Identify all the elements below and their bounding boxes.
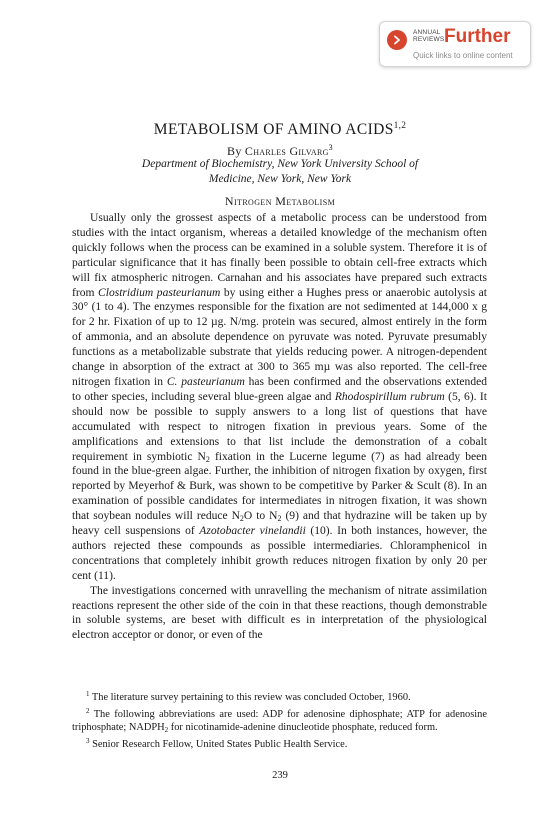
article-title-text: METABOLISM OF AMINO ACIDS [153,121,394,138]
subscript-2: 2 [205,454,210,464]
footnote-1 [72,688,487,705]
p1-species-c-pasteurianum: C. pasteurianum [166,375,245,388]
footnote-3-mark: 3 [86,736,90,745]
p1-species-clostridium: Clostridium pasteurianum [98,286,221,299]
footnote-3-text: Senior Research Fellow, United States Public Health Service. [89,738,348,750]
badge-line2: REVIEWS [413,36,445,43]
footnotes [72,688,487,751]
subscript-2: 2 [277,514,282,524]
footnote-2-text-a: The following abbreviations are used: ADP for adenosine diphosphate; ATP for adenosine triphosphate; NADPH [72,708,487,734]
p1-species-azotobacter: Azotobacter vinelandii [199,525,306,538]
badge-circle [387,30,407,50]
p1-text-h: fixation in the Lucerne legume (7) as had already been found in the blue-green algae. Further, the inhibition of nitrogen fixation by oxygen, first reported by Meyerhof & Burk, was shown to be competitive by Parker & Scult (8). In an examination of possible candidates for intermediates in nitrogen fixation, it was shown that soybean nodules will reduce N [72,450,487,523]
p1-text-l: (10). In both instances, however, the authors rejected these compounds as possible intermediaries. Chloramphenicol in concentrations that completely inhibit growth reduces nitrogen fixation by only 20 per cent (11). [72,525,487,582]
footnote-3 [72,735,487,752]
p1-text-a: Usually only the grossest aspects of a metabolic process can be understood from studies with the intact organism, whereas a detailed knowledge of the mechanism often quickly follows when the process can be examined in a soluble system. Therefore it is of particular significance that it has finally been possible to obtain cell-free extracts which will fix atmospheric nitrogen. Carnahan and his associates have prepared such extracts from [72,212,487,299]
p1-text-j: (9) and that hydrazine will be taken up by heavy cell suspensions of [72,510,488,538]
p1-text-e: has been confirmed and the observations extended to other species, including several blue-green algae and [72,375,488,403]
footnote-2 [72,705,487,735]
author-name: Charles Gilvarg [244,144,329,158]
footnote-1-text: The literature survey pertaining to this review was concluded October, 1960. [89,692,411,703]
p1-text-i: O to N [243,510,278,523]
footnote-1-mark: 1 [86,690,90,698]
affiliation-line-1: Department of Biochemistry, New York University School of [141,158,419,170]
subscript-2: 2 [164,726,169,735]
p1-text-g: (5, 6). It should now be possible to supply answers to a long list of questions that have accumulated with respect to nitrogen fixation in previous years. Some of the amplifications and extensions to that list include the demonstration of a cobalt requirement in symbiotic N [72,390,487,463]
author-prefix: By [227,144,245,158]
affiliation [100,157,460,187]
section-heading: Nitrogen Metabolism [224,194,336,208]
chevron-right-icon [392,35,402,45]
author-footnote-mark: 3 [328,143,333,152]
badge-tagline: Quick links to online content [413,51,513,60]
p1-text-c: by using either a Hughes press or anaerobic autolysis at 30° (1 to 4). The enzymes responsible for the fixation are not sedimented at 144,000 x g for 2 hr. Fixation of up to 12 µg. N/mg. protein was secured, almost entirely in the form of ammonia, and an absolute dependence on pyruvate was noted. Pyruvate presumably functions as a metabolizable substrate that yields reducing power. A nitrogen-dependent change in absorption of the extract at 300 to 365 mµ was also reported. The cell-free nitrogen fixation in [72,286,487,388]
badge-annual-reviews [413,29,444,43]
affiliation-line-2: Medicine, New York, New York [208,173,352,185]
badge-further-label: Further [444,26,511,47]
footnote-2-text-b: for nicotinamide-adenine dinucleotide phosphate, reduced form. [168,722,438,734]
paragraph-1 [72,211,487,584]
page-number: 239 [272,770,288,781]
title-footnote-marks: 1,2 [393,120,407,130]
subscript-2: 2 [239,514,244,524]
footnote-2-mark: 2 [86,706,90,715]
body-text [72,211,487,643]
paragraph-2: The investigations concerned with unravelling the mechanism of nitrate assimilation reactions represent the other side of the coin in that these reactions, though demonstrable in soluble systems, are beset with difficult es in interpretation of the physiological electron acceptor or donor, or even of the [72,584,487,642]
p1-species-rhodospirillum: Rhodospirillum rubrum [334,390,445,403]
article-title [0,115,560,140]
annual-reviews-further-badge[interactable] [379,21,531,67]
badge-line1: ANNUAL [413,29,441,36]
